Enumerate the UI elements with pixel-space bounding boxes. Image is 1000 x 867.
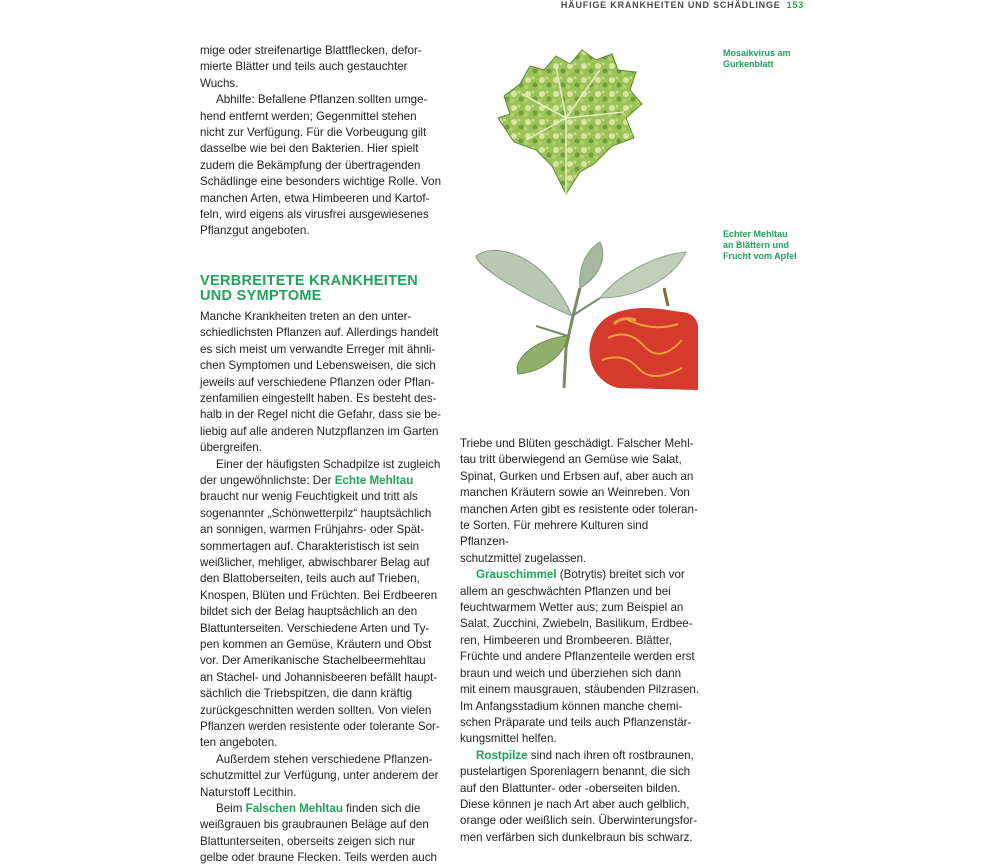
text-line: allem an geschwächten Pflanzen und bei (460, 584, 671, 598)
text-line: mierte Blätter und teils auch gestauchter (200, 60, 408, 74)
caption-line: Gurkenblatt (723, 59, 774, 69)
text-line: ten angeboten. (200, 736, 278, 750)
text-line: Knospen, Blüten und Früchten. Bei Erdbeeren (200, 588, 438, 602)
text-line: Salat, Zucchini, Zwiebeln, Basilikum, Erdbee- (460, 617, 693, 631)
text-line: Spinat, Gurken und Erbsen auf, aber auch an (460, 469, 694, 483)
paragraph-rostpilze (460, 748, 700, 846)
term-echter-mehltau: Echte Mehltau (334, 473, 414, 487)
text-line: auf den Blattunter- oder -oberseiten bilden. (460, 781, 681, 795)
text-line: zudem die Bekämpfung der übertragenden (200, 158, 421, 172)
text-line: Abhilfe: Befallene Pflanzen sollten umge- (216, 93, 428, 107)
page-number: 153 (786, 0, 804, 10)
paragraph-falscher-cont (460, 436, 700, 567)
text-line: der ungewöhnlichste: Der (200, 473, 335, 487)
text-line: Diese können je nach Art aber auch gelblich, (460, 797, 690, 811)
text-line: orange oder weißlich sein. Überwinterungsfor- (460, 814, 698, 828)
text-line: manchen Arten, etwa Himbeeren und Kartof- (200, 191, 430, 205)
abhilfe-paragraph (200, 92, 444, 240)
text-line: Naturstoff Lecithin. (200, 785, 297, 799)
text-line: pustelartigen Sporenlagern benannt, die sich (460, 765, 691, 779)
text-line: zurückgeschnitten werden sollten. Von vielen (200, 703, 432, 717)
left-column (200, 43, 444, 867)
text-line: gelbe oder braune Flecken. Teils werden auch (200, 851, 437, 865)
paragraph-echter-mehltau (200, 457, 444, 752)
caption-line: an Blättern und (723, 240, 790, 250)
caption-line: Frucht vom Apfel (723, 251, 797, 261)
term-falscher-mehltau: Falschen Mehltau (245, 802, 343, 816)
text-line: manchen Arten gibt es resistente oder toleran- (460, 502, 698, 516)
text-line: Außerdem stehen verschiedene Pflanzen- (216, 752, 433, 766)
text-line: hend entfernt werden; Gegenmittel stehen (200, 109, 417, 123)
text-line: vor. Der Amerikanische Stachelbeermehltau (200, 654, 426, 668)
mosaic-virus-leaf-image (496, 48, 644, 198)
heading-line: VERBREITETE KRANKHEITEN (200, 272, 418, 289)
text-line: mige oder streifenartige Blattflecken, defor- (200, 44, 422, 57)
text-line: jeweils auf verschiedene Pflanzen oder Pflan- (200, 375, 435, 389)
text-line: übergreifen. (200, 441, 262, 455)
text-line: schen Präparate und teils auch Pflanzenstär- (460, 715, 692, 729)
text-line: Schädlinge eine besonders wichtige Rolle. Von (200, 175, 442, 189)
section-heading (200, 274, 444, 305)
text-line: Pflanzen werden resistente oder tolerante Sor- (200, 720, 440, 734)
text-line: dasselbe wie bei den Bakterien. Hier spielt (200, 142, 419, 156)
text-line: schutzmittel zugelassen. (460, 551, 587, 565)
text-line: Blattunterseiten. Verschiedene Arten und Ty- (200, 621, 430, 635)
text-line: (Botrytis) breitet sich vor (556, 568, 685, 582)
text-line: es sich meist um verwandte Erreger mit ähnli- (200, 342, 436, 356)
text-line: sind nach ihren oft rostbraunen, (527, 748, 694, 762)
running-header (561, 0, 804, 10)
text-line: halb in der Regel nicht die Gefahr, dass sie be- (200, 408, 442, 422)
caption-echter-mehltau (723, 229, 813, 262)
right-column (460, 436, 700, 846)
text-line: braucht nur wenig Feuchtigkeit und tritt als (200, 490, 418, 504)
intro-paragraph (200, 43, 444, 92)
text-line: Manche Krankheiten treten an den unter- (200, 309, 412, 323)
text-line: chen Symptomen und Lebensweisen, die sich (200, 359, 436, 373)
text-line: pen kommen an Gemüse, Kräutern und Obst (200, 638, 432, 651)
text-line: kungsmittel helfen. (460, 732, 557, 746)
paragraph-falscher-mehltau (200, 801, 444, 867)
text-line: den Blattoberseiten, teils auch auf Trieben, (200, 572, 420, 586)
text-line: sogenannter „Schönwetterpilz“ hauptsächlich (200, 506, 432, 520)
paragraph-1 (200, 309, 444, 457)
text-line: weißgrauen bis graubraunen Beläge auf den (200, 818, 429, 832)
heading-line: UND SYMPTOME (200, 288, 322, 305)
text-line: Einer der häufigsten Schadpilze ist zugleich (216, 457, 441, 471)
text-line: bildet sich der Belag hauptsächlich an den (200, 605, 418, 619)
text-line: zenfamilien eingestellt haben. Es besteht des- (200, 391, 437, 405)
text-line: tau tritt überwiegend an Gemüse wie Salat, (460, 453, 682, 467)
text-line: an Stachel- und Johannisbeeren befällt haupt- (200, 670, 438, 684)
text-line: feln, wird eigens als virusfrei ausgewiesenes (200, 208, 429, 222)
paragraph-grauschimmel (460, 567, 700, 747)
text-line: Pflanzgut angeboten. (200, 224, 310, 238)
text-line: te Sorten. Für mehrere Kulturen sind Pflanzen- (460, 519, 649, 549)
text-line: Wuchs. (200, 76, 239, 90)
text-line: men verfärben sich dunkelbraun bis schwarz. (460, 830, 693, 844)
text-line: Beim (216, 802, 246, 816)
text-line: schutzmittel zur Verfügung, unter anderem der (200, 769, 439, 783)
term-rostpilze: Rostpilze (476, 748, 528, 762)
apple-mildew-image (468, 228, 698, 390)
caption-line: Echter Mehltau (723, 229, 788, 239)
text-line: an sonnigen, warmen Frühjahrs- oder Spät- (200, 523, 425, 537)
text-line: Früchte und andere Pflanzenteile werden erst (460, 650, 695, 664)
text-line: nicht zur Verfügung. Für die Vorbeugung gilt (200, 126, 427, 140)
text-line: Blattunterseiten, oberseits zeigen sich nur (200, 834, 416, 848)
text-line: manchen Kräutern sowie an Weinreben. Von (460, 486, 690, 500)
text-line: Im Anfangsstadium können manche chemi- (460, 699, 683, 713)
term-grauschimmel: Grauschimmel (476, 568, 557, 582)
text-line: Triebe und Blüten geschädigt. Falscher Mehl- (460, 437, 694, 450)
text-line: schiedlichsten Pflanzen auf. Allerdings handelt (200, 326, 439, 340)
text-line: ren, Himbeeren und Brombeeren. Blätter, (460, 633, 673, 647)
text-line: liebig auf alle anderen Nutzpflanzen im Garten (200, 424, 439, 438)
text-line: mit einem mausgrauen, stäubenden Pilzrasen. (460, 683, 700, 697)
header-title: HÄUFIGE KRANKHEITEN UND SCHÄDLINGE (560, 0, 781, 10)
caption-line: Mosaikvirus am (723, 48, 791, 58)
text-line: feuchtwarmem Wetter aus; zum Beispiel an (460, 601, 684, 615)
text-line: weißlicher, mehliger, abwischbarer Belag auf (200, 555, 430, 569)
paragraph-lecithin (200, 752, 444, 801)
text-line: finden sich die (342, 802, 421, 816)
text-line: sächlich die Triebspitzen, die dann kräftig (200, 687, 413, 701)
text-line: braun und weich und überziehen sich dann (460, 666, 682, 680)
text-line: sommertagen auf. Charakteristisch ist sein (200, 539, 420, 553)
caption-mosaic-virus (723, 48, 813, 70)
